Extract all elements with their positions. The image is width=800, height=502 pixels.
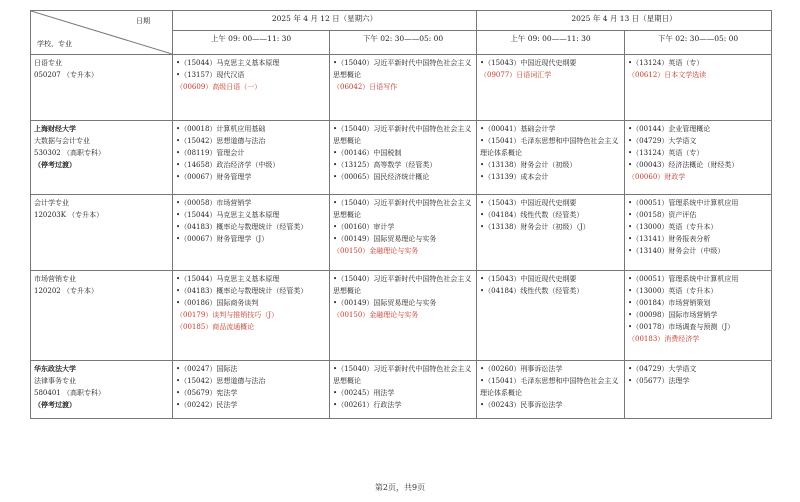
major-cell bbox=[31, 361, 173, 419]
exam-slot-cell bbox=[330, 271, 477, 361]
subject-item: •（00158）资产评估 bbox=[628, 211, 697, 219]
exam-slot-cell bbox=[477, 121, 625, 195]
slot-header: 下午 02: 30——05: 00 bbox=[330, 31, 477, 55]
day1-header: 2025 年 4 月 12 日（星期六） bbox=[173, 11, 477, 31]
subject-item: •（05677）法理学 bbox=[628, 377, 690, 385]
subject-item: •（00184）市场营销策划 bbox=[628, 299, 711, 307]
university-name: 上海财经大学 bbox=[34, 124, 76, 133]
major-code: 580401 （高职专科） bbox=[34, 389, 105, 397]
page-number: 第2页，共9页 bbox=[374, 483, 426, 492]
subject-item: •（04729）大学语文 bbox=[628, 137, 697, 145]
subject-item-final: （00609）高级日语（一） bbox=[176, 83, 262, 91]
subject-item: •（15042）思想道德与法治 bbox=[176, 377, 266, 385]
subject-item: •（15042）思想道德与法治 bbox=[176, 137, 266, 145]
subject-item: •（04183）概率论与数理统计（经管类） bbox=[176, 287, 308, 295]
exam-slot-cell bbox=[625, 361, 772, 419]
subject-list bbox=[628, 363, 768, 387]
major-name: 法律事务专业 bbox=[34, 377, 76, 385]
subject-item: •（04184）线性代数（经管类） bbox=[480, 211, 584, 219]
subject-item: •（15040）习近平新时代中国特色社会主义思想概论 bbox=[333, 365, 472, 385]
subject-item: •（00247）国际法 bbox=[176, 365, 238, 373]
major-cell bbox=[31, 271, 173, 361]
exam-slot-cell bbox=[330, 195, 477, 271]
subject-item: •（00041）基础会计学 bbox=[480, 125, 556, 133]
subject-list bbox=[480, 197, 621, 233]
subject-list bbox=[480, 123, 621, 183]
exam-slot-cell bbox=[477, 271, 625, 361]
subject-item: •（04729）大学语文 bbox=[628, 365, 697, 373]
slot-header: 上午 09: 00——11: 30 bbox=[477, 31, 625, 55]
subject-item: •（15040）习近平新时代中国特色社会主义思想概论 bbox=[333, 199, 472, 219]
subject-item: •（13157）现代汉语 bbox=[176, 71, 245, 79]
subject-item: •（00186）国际商务谈判 bbox=[176, 299, 259, 307]
subject-list bbox=[628, 123, 768, 183]
major-code: 530302 （高职专科） bbox=[34, 149, 105, 157]
subject-item-final: （00179）谈判与推销技巧（J） bbox=[176, 311, 279, 319]
subject-item: •（15040）习近平新时代中国特色社会主义思想概论 bbox=[333, 59, 472, 79]
subject-item-final: （00060）财政学 bbox=[628, 173, 686, 181]
diagonal-header-cell bbox=[31, 11, 173, 55]
subject-item: •（00051）管理系统中计算机应用 bbox=[628, 275, 739, 283]
major-code: 120203K （专升本） bbox=[34, 211, 104, 219]
subject-item: •（13138）财务会计（初级）（J） bbox=[480, 223, 590, 231]
exam-slot-cell bbox=[173, 271, 330, 361]
subject-item: •（00065）国民经济统计概论 bbox=[333, 173, 430, 181]
exam-slot-cell bbox=[330, 55, 477, 121]
subject-list bbox=[176, 197, 326, 245]
subject-list bbox=[333, 57, 473, 93]
major-code: 050207 （专升本） bbox=[34, 71, 98, 79]
exam-slot-cell bbox=[173, 121, 330, 195]
major-code: 120202 （专升本） bbox=[34, 287, 98, 295]
exam-slot-cell bbox=[330, 361, 477, 419]
subject-item: •（15040）习近平新时代中国特色社会主义思想概论 bbox=[333, 275, 472, 295]
exam-slot-cell bbox=[625, 55, 772, 121]
subject-item: •（13000）英语（专升本） bbox=[628, 223, 718, 231]
exam-schedule-table bbox=[30, 10, 772, 419]
subject-list bbox=[333, 363, 473, 411]
subject-item: •（13125）高等数学（经管类） bbox=[333, 161, 437, 169]
subject-item: •（00018）计算机应用基础 bbox=[176, 125, 266, 133]
suspension-note: （停考过渡） bbox=[34, 400, 76, 409]
subject-item: •（08119）管理会计 bbox=[176, 149, 245, 157]
subject-item: •（13000）英语（专升本） bbox=[628, 287, 718, 295]
subject-item: •（05679）宪法学 bbox=[176, 389, 238, 397]
subject-list bbox=[480, 363, 621, 411]
subject-item-final: （00185）商品流通概论 bbox=[176, 323, 255, 331]
subject-item: •（15044）马克思主义基本原理 bbox=[176, 59, 280, 67]
subject-item: •（00260）刑事诉讼法学 bbox=[480, 365, 563, 373]
subject-item: •（15043）中国近现代史纲要 bbox=[480, 199, 577, 207]
subject-item: •（15043）中国近现代史纲要 bbox=[480, 275, 577, 283]
subject-item-final: （00150）金融理论与实务 bbox=[333, 311, 419, 319]
date-header-label: 日期 bbox=[136, 17, 150, 25]
subject-item: •（13139）成本会计 bbox=[480, 173, 549, 181]
subject-list bbox=[176, 57, 326, 93]
exam-slot-cell bbox=[625, 121, 772, 195]
subject-item: •（00149）国际贸易理论与实务 bbox=[333, 235, 437, 243]
subject-item: •（15044）马克思主义基本原理 bbox=[176, 211, 280, 219]
subject-item: •（00146）中国税制 bbox=[333, 149, 402, 157]
subject-item: •（00144）企业管理概论 bbox=[628, 125, 711, 133]
major-name: 会计学专业 bbox=[34, 199, 69, 207]
subject-item: •（00160）审计学 bbox=[333, 223, 395, 231]
exam-slot-cell bbox=[173, 361, 330, 419]
schedule-row bbox=[31, 195, 772, 271]
subject-list bbox=[480, 273, 621, 297]
subject-list bbox=[176, 123, 326, 183]
exam-slot-cell bbox=[625, 271, 772, 361]
schedule-row bbox=[31, 271, 772, 361]
subject-item: •（14658）政治经济学（中级） bbox=[176, 161, 280, 169]
exam-slot-cell bbox=[477, 195, 625, 271]
subject-item: •（00245）刑法学 bbox=[333, 389, 395, 397]
subject-item: •（13124）英语（专） bbox=[628, 59, 704, 67]
subject-list bbox=[628, 197, 768, 257]
subject-item: •（00043）经济法概论（财经类） bbox=[628, 161, 739, 169]
subject-list bbox=[176, 273, 326, 333]
school-header-label: 学校、专业 bbox=[37, 40, 72, 48]
subject-item: •（00242）民法学 bbox=[176, 401, 238, 409]
subject-item: •（00098）国际市场营销学 bbox=[628, 311, 718, 319]
exam-slot-cell bbox=[477, 361, 625, 419]
subject-item: •（00067）财务管理学 bbox=[176, 173, 252, 181]
subject-item: •（00243）民事诉讼法学 bbox=[480, 401, 563, 409]
schedule-row bbox=[31, 121, 772, 195]
slot-header: 上午 09: 00——11: 30 bbox=[173, 31, 330, 55]
subject-list bbox=[628, 57, 768, 81]
subject-item: •（13140）财务会计（中级） bbox=[628, 247, 725, 255]
exam-slot-cell bbox=[625, 195, 772, 271]
subject-item: •（00261）行政法学 bbox=[333, 401, 402, 409]
subject-item: •（13141）财务报表分析 bbox=[628, 235, 711, 243]
subject-list bbox=[333, 273, 473, 321]
subject-item: •（04184）线性代数（经管类） bbox=[480, 287, 584, 295]
major-cell bbox=[31, 121, 173, 195]
subject-list bbox=[480, 57, 621, 81]
university-name: 华东政法大学 bbox=[34, 364, 76, 373]
slot-header: 下午 02: 30——05: 00 bbox=[625, 31, 772, 55]
subject-item-final: （00150）金融理论与实务 bbox=[333, 247, 419, 255]
subject-item: •（15041）毛泽东思想和中国特色社会主义理论体系概论 bbox=[480, 377, 619, 397]
exam-slot-cell bbox=[173, 195, 330, 271]
subject-item: •（00058）市场营销学 bbox=[176, 199, 252, 207]
subject-item: •（00149）国际贸易理论与实务 bbox=[333, 299, 437, 307]
schedule-row bbox=[31, 55, 772, 121]
subject-list bbox=[333, 123, 473, 183]
subject-item: •（00051）管理系统中计算机应用 bbox=[628, 199, 739, 207]
subject-item: •（00067）财务管理学（J） bbox=[176, 235, 269, 243]
exam-slot-cell bbox=[330, 121, 477, 195]
subject-item: •（15040）习近平新时代中国特色社会主义思想概论 bbox=[333, 125, 472, 145]
subject-list bbox=[628, 273, 768, 345]
subject-item: •（15041）毛泽东思想和中国特色社会主义理论体系概论 bbox=[480, 137, 619, 157]
subject-item-final: （06042）日语写作 bbox=[333, 83, 398, 91]
suspension-note: （停考过渡） bbox=[34, 160, 76, 169]
day2-header: 2025 年 4 月 13 日（星期日） bbox=[477, 11, 772, 31]
subject-item: •（15043）中国近现代史纲要 bbox=[480, 59, 577, 67]
subject-item-final: （00612）日本文学选读 bbox=[628, 71, 707, 79]
exam-slot-cell bbox=[173, 55, 330, 121]
subject-item: •（15044）马克思主义基本原理 bbox=[176, 275, 280, 283]
subject-item: •（13138）财务会计（初级） bbox=[480, 161, 577, 169]
major-name: 市场营销专业 bbox=[34, 275, 76, 283]
subject-item-final: （00183）消费经济学 bbox=[628, 335, 700, 343]
subject-list bbox=[176, 363, 326, 411]
major-name: 日语专业 bbox=[34, 59, 62, 67]
major-name: 大数据与会计专业 bbox=[34, 137, 90, 145]
schedule-row bbox=[31, 361, 772, 419]
major-cell bbox=[31, 55, 173, 121]
subject-item: •（04183）概率论与数理统计（经管类） bbox=[176, 223, 308, 231]
subject-item: •（00178）市场调查与预测（J） bbox=[628, 323, 735, 331]
exam-slot-cell bbox=[477, 55, 625, 121]
subject-item-final: （09077）日语词汇学 bbox=[480, 71, 552, 79]
major-cell bbox=[31, 195, 173, 271]
subject-item: •（13124）英语（专） bbox=[628, 149, 704, 157]
subject-list bbox=[333, 197, 473, 257]
